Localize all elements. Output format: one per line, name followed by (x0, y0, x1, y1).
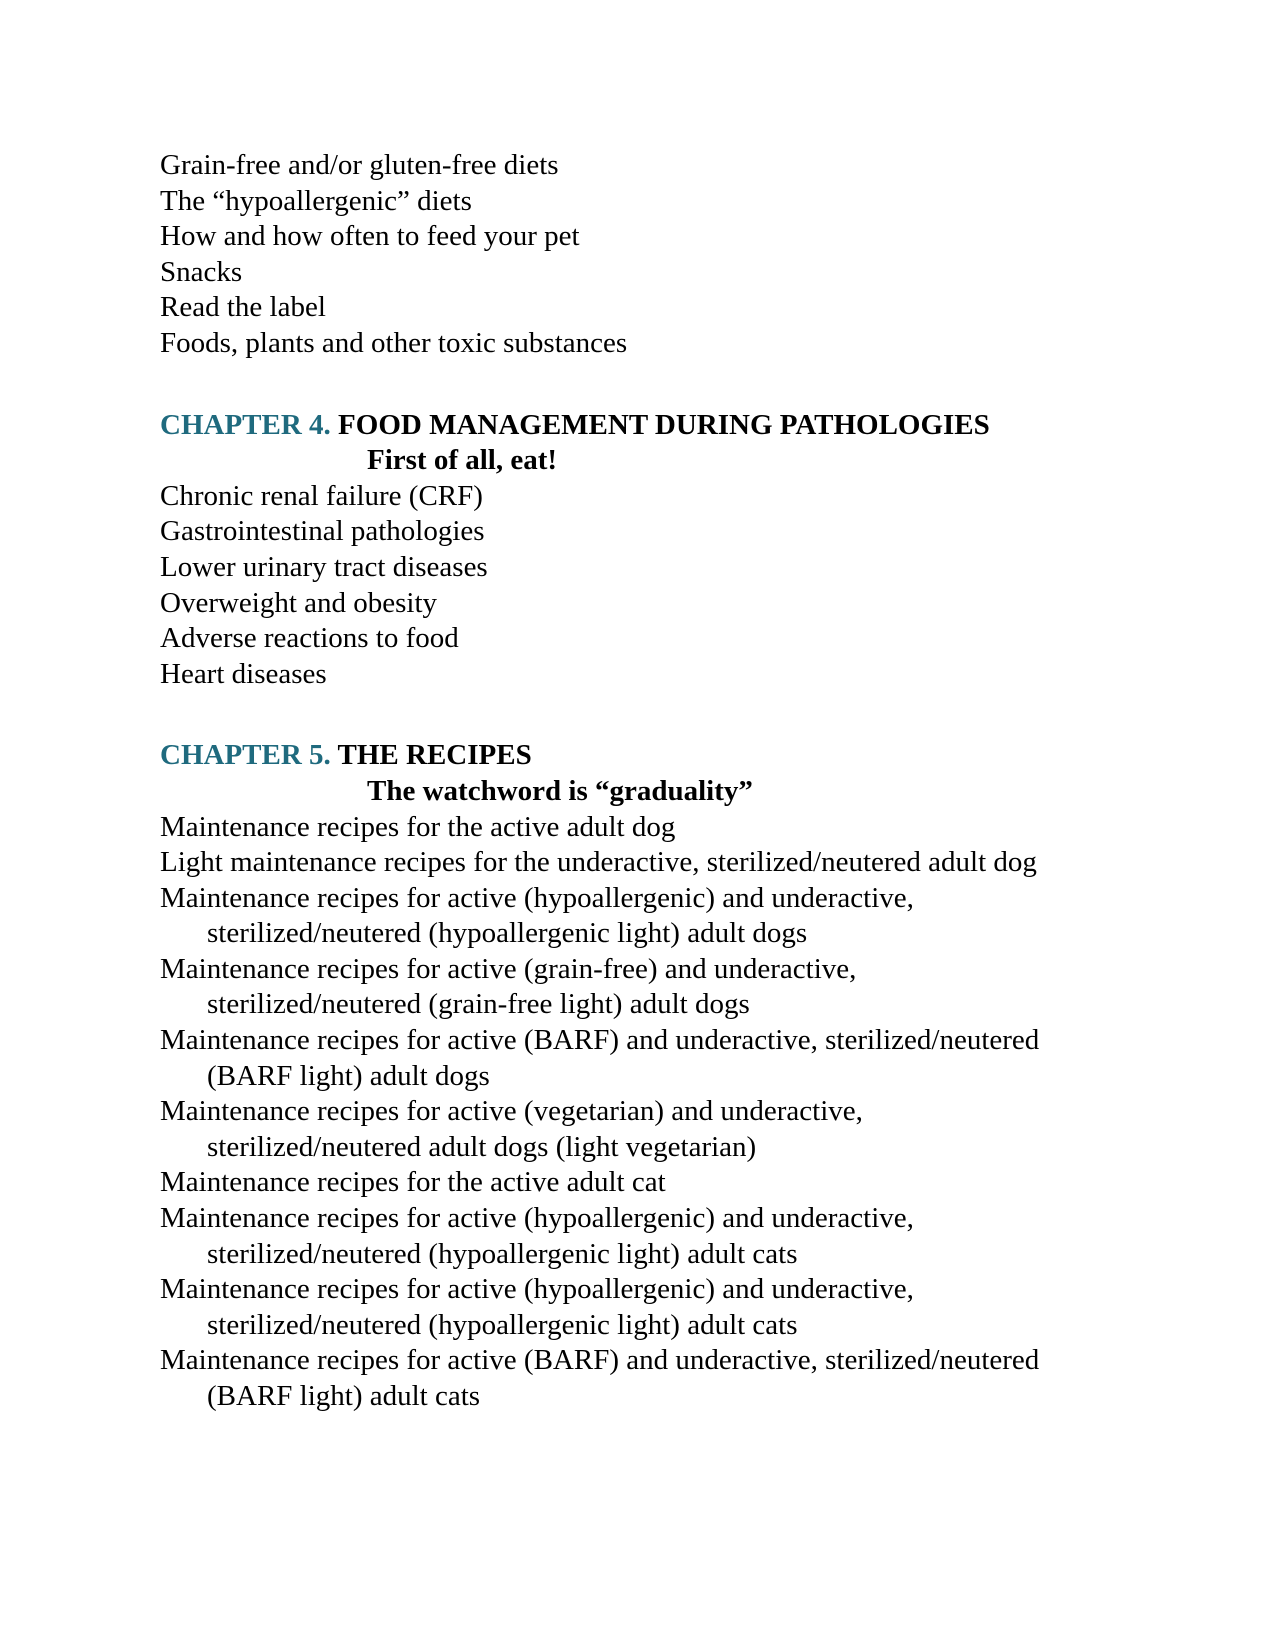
section-spacer (160, 692, 1220, 738)
chapter-title: FOOD MANAGEMENT DURING PATHOLOGIES (338, 408, 990, 441)
toc-entry: Maintenance recipes for the active adult dog (160, 810, 676, 843)
toc-entry: The “hypoallergenic” diets (160, 184, 472, 217)
chapter-subtitle: The watchword is “graduality” (367, 774, 753, 807)
toc-section-chapter4 (160, 408, 1220, 693)
toc-entry: Maintenance recipes for active (BARF) and underactive, sterilized/neutered (160, 1344, 1040, 1377)
chapter-heading (160, 738, 1220, 774)
toc-entry: Heart diseases (160, 657, 327, 690)
chapter-number: CHAPTER 5. (160, 739, 331, 772)
toc-entry: Maintenance recipes for active (hypoallergenic) and underactive, (160, 1273, 914, 1306)
toc-entry-continuation: sterilized/neutered (hypoallergenic light) adult cats (207, 1237, 798, 1270)
toc-entry: Chronic renal failure (CRF) (160, 479, 483, 512)
toc-entry-continuation: sterilized/neutered (grain-free light) adult dogs (207, 988, 750, 1021)
toc-entry-continuation: sterilized/neutered (hypoallergenic light) adult cats (207, 1308, 798, 1341)
toc-entry: Maintenance recipes for the active adult cat (160, 1166, 666, 1199)
chapter-title: THE RECIPES (337, 739, 532, 772)
toc-entry: Maintenance recipes for active (grain-free) and underactive, (160, 952, 857, 985)
toc-entry: Maintenance recipes for active (hypoallergenic) and underactive, (160, 1202, 914, 1235)
toc-entry: Maintenance recipes for active (hypoallergenic) and underactive, (160, 881, 914, 914)
toc-entry: Snacks (160, 255, 243, 288)
toc-entry-continuation: sterilized/neutered (hypoallergenic light) adult dogs (207, 917, 808, 950)
section-spacer (160, 362, 1220, 408)
chapter-heading (160, 408, 1220, 444)
toc-entry: Overweight and obesity (160, 586, 438, 619)
toc-entry-continuation: sterilized/neutered adult dogs (light vegetarian) (207, 1130, 757, 1163)
toc-entry-continuation: (BARF light) adult dogs (207, 1059, 490, 1092)
toc-entry: Gastrointestinal pathologies (160, 515, 485, 548)
toc-entry: Maintenance recipes for active (BARF) and underactive, sterilized/neutered (160, 1024, 1040, 1057)
toc-entry: Grain-free and/or gluten-free diets (160, 149, 559, 181)
chapter-subtitle: First of all, eat! (367, 444, 558, 477)
toc-section-chapter3-continued (160, 148, 1220, 362)
chapter-number: CHAPTER 4. (160, 408, 331, 441)
toc-entry: Lower urinary tract diseases (160, 550, 488, 583)
toc-entry: Light maintenance recipes for the underactive, sterilized/neutered adult dog (160, 846, 1037, 879)
toc-entry: Foods, plants and other toxic substances (160, 326, 628, 359)
toc-entry: Adverse reactions to food (160, 622, 459, 655)
toc-entry: Maintenance recipes for active (vegetarian) and underactive, (160, 1095, 863, 1128)
toc-section-chapter5 (160, 738, 1220, 1414)
toc-entry: Read the label (160, 291, 326, 324)
toc-entry-continuation: (BARF light) adult cats (207, 1380, 481, 1412)
table-of-contents (160, 148, 1220, 1415)
toc-entry: How and how often to feed your pet (160, 220, 580, 253)
